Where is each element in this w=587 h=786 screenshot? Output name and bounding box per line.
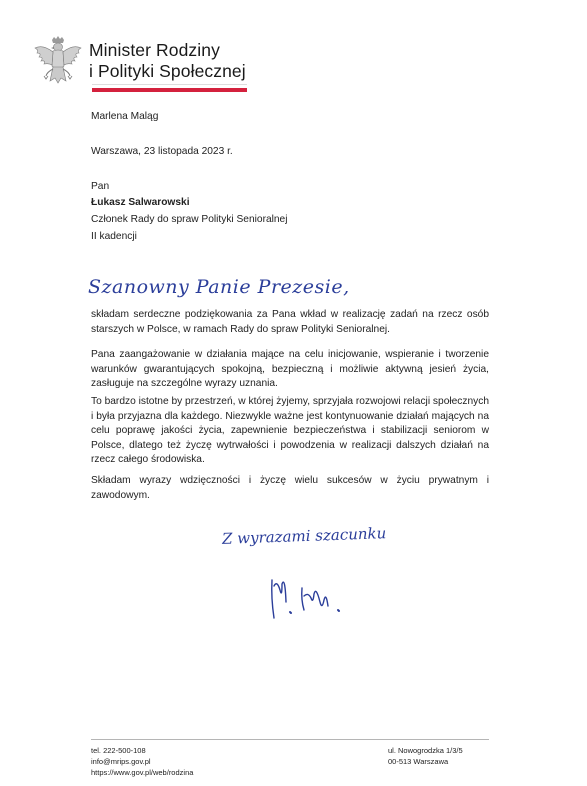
place-date: Warszawa, 23 listopada 2023 r. <box>91 146 233 157</box>
handwritten-closing: Z wyrazami szacunku <box>221 524 387 548</box>
footer-phone: tel. 222-500-108 <box>91 746 146 755</box>
letter-paragraph-1: składam serdeczne podziękowania za Pana wkład w realizację zadań na rzecz osób starszych w Polsce, w ramach Rady do spraw Polityki Senioralnej. <box>91 309 489 335</box>
author-name: Marlena Maląg <box>91 111 159 122</box>
recipient-salutation: Pan <box>91 181 110 192</box>
footer-email[interactable]: info@mrips.gov.pl <box>91 757 151 766</box>
handwritten-greeting: Szanowny Panie Prezesie, <box>88 276 350 298</box>
letter-paragraph-4: Składam wyrazy wdzięczności i życzę wielu sukcesów w życiu prywatnym i zawodowym. <box>91 475 489 501</box>
recipient-position: Członek Rady do spraw Polityki Senioralnej <box>91 214 288 225</box>
recipient-name: Łukasz Salwarowski <box>91 197 190 208</box>
polish-eagle-emblem-icon <box>33 36 83 92</box>
office-title <box>89 40 246 82</box>
footer-divider <box>91 739 489 740</box>
flag-stripe <box>92 84 247 92</box>
footer-website[interactable]: https://www.gov.pl/web/rodzina <box>91 768 194 777</box>
recipient-term: II kadencji <box>91 231 137 242</box>
office-title-line1: Minister Rodziny <box>89 40 220 60</box>
letter-paragraph-2: Pana zaangażowanie w działania mające na celu inicjowanie, wspieranie i tworzenie warunków gwarantujących spokojną, bezpieczną i możliwie aktywną jesień życia, zasługuje na szczególne wyrazy uznania. <box>91 349 489 389</box>
footer-address-street: ul. Nowogrodzka 1/3/5 <box>388 746 463 755</box>
office-title-line2: i Polityki Społecznej <box>89 61 246 81</box>
footer-address-city: 00-513 Warszawa <box>388 757 449 766</box>
handwritten-signature <box>268 572 348 622</box>
letter-paragraph-3: To bardzo istotne by przestrzeń, w której żyjemy, sprzyjała rozwojowi relacji społecznych i była przyjazna dla każdego. Niezwykle ważne jest kontynuowanie działań mających na celu poprawę jakości życia, zapewnienie bezpieczeństwa i stabilizacji seniorom w Polsce, dlatego też życzę wytrwałości i powodzenia w realizacji dalszych działań na rzecz całego środowiska. <box>91 396 489 465</box>
